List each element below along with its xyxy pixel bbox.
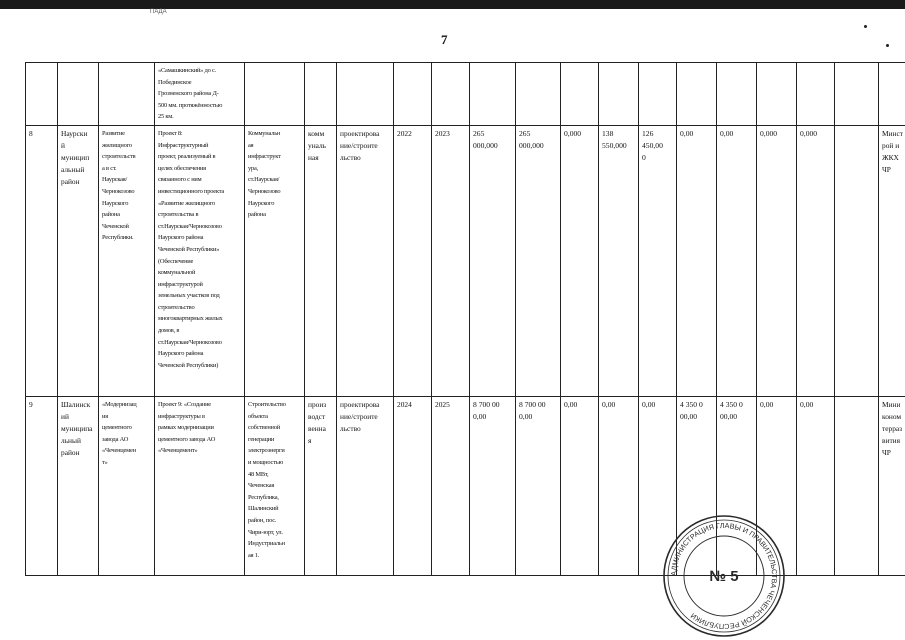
stamp-ring-text: АДМИНИСТРАЦИЯ ГЛАВЫ И ПРАВИТЕЛЬСТВА ЧЕЧЕНСКОЙ РЕСПУБЛИКИ bbox=[668, 520, 780, 632]
object-cell bbox=[245, 63, 305, 126]
amount-cell: 265 000,000 bbox=[470, 125, 516, 396]
amount-cell: 0,000 bbox=[757, 125, 797, 396]
amount-cell: 126 450,00 0 bbox=[639, 125, 677, 396]
amount-cell bbox=[639, 63, 677, 126]
scan-speck bbox=[864, 25, 867, 28]
investment-project-cell: Развитие жилищного строительств а в ст. Наурская/ Чернокозово Наурского района Чеченской Республики. bbox=[99, 125, 155, 396]
row-number-cell: 9 bbox=[26, 396, 58, 575]
amount-cell: 0,00 bbox=[757, 396, 797, 575]
infrastructure-project-cell: Проект 9: «Создание инфраструктуры в рамках модернизации цементного завода АО «Чеченцемент» bbox=[155, 396, 245, 575]
amount-cell: 0,000 bbox=[797, 125, 835, 396]
object-cell: Строительство объекта собственной генерации электроэнерги и мощностью 48 МВт, Чеченская Республика, Шалинский район, пос. Чири-юрт, ул. Индустриальн ая 1. bbox=[245, 396, 305, 575]
scan-scrap-text: ПАДА bbox=[150, 9, 167, 15]
work-type-cell: проектирова ние/строите льство bbox=[337, 396, 394, 575]
municipality-cell: Шалинск ий муниципа льный район bbox=[58, 396, 99, 575]
amount-cell bbox=[797, 63, 835, 126]
infrastructure-type-cell bbox=[305, 63, 337, 126]
work-type-cell bbox=[337, 63, 394, 126]
empty-cell bbox=[835, 63, 879, 126]
investment-project-cell bbox=[99, 63, 155, 126]
end-year-cell: 2025 bbox=[432, 396, 470, 575]
amount-cell: 0,00 bbox=[639, 396, 677, 575]
row-number-cell bbox=[26, 63, 58, 126]
municipality-cell bbox=[58, 63, 99, 126]
amount-cell bbox=[516, 63, 561, 126]
scan-speck bbox=[886, 44, 889, 47]
amount-cell: 0,00 bbox=[717, 125, 757, 396]
amount-cell: 8 700 00 0,00 bbox=[516, 396, 561, 575]
infrastructure-project-cell: Проект 8: Инфраструктурный проект, реализуемый в целях обеспечения связанного с ним инвестиционного проекта «Развитие жилищного строительства в ст.Наурская/Чернокозово Наурского района Чеченской Республики» (Обеспечение коммунальной инфраструктурой земельных участков под строительство многоквартирных жилых домов, в ст.Наурская/Чернокозово Наурского района Чеченской Республики) bbox=[155, 125, 245, 396]
infrastructure-type-cell: произ водст венна я bbox=[305, 396, 337, 575]
end-year-cell bbox=[432, 63, 470, 126]
amount-cell: 0,00 bbox=[797, 396, 835, 575]
start-year-cell: 2022 bbox=[394, 125, 432, 396]
amount-cell: 0,00 bbox=[677, 125, 717, 396]
row-number-cell: 8 bbox=[26, 125, 58, 396]
stamp-number: № 5 bbox=[709, 568, 739, 585]
start-year-cell: 2024 bbox=[394, 396, 432, 575]
end-year-cell: 2023 bbox=[432, 125, 470, 396]
table-row bbox=[26, 125, 905, 396]
amount-cell bbox=[599, 63, 639, 126]
amount-cell: 138 550,000 bbox=[599, 125, 639, 396]
scan-top-border bbox=[0, 0, 905, 9]
amount-cell bbox=[677, 63, 717, 126]
municipality-cell: Наурски й муницип альный район bbox=[58, 125, 99, 396]
infrastructure-type-cell: комм уналь ная bbox=[305, 125, 337, 396]
amount-cell: 4 350 0 00,00 bbox=[717, 396, 757, 575]
page-number: 7 bbox=[441, 32, 448, 47]
infrastructure-project-cell: «Самашкинский» до с. Побединское Грозненского района Д- 500 мм. протяжённостью 25 км. bbox=[155, 63, 245, 126]
amount-cell bbox=[561, 63, 599, 126]
amount-cell: 8 700 00 0,00 bbox=[470, 396, 516, 575]
amount-cell: 0,00 bbox=[561, 396, 599, 575]
empty-cell bbox=[835, 396, 879, 575]
table-row bbox=[26, 63, 905, 126]
investment-projects-table bbox=[25, 62, 905, 576]
object-cell: Коммунальн ая инфраструкт ура, ст.Наурская/ Чернокозово Наурского района bbox=[245, 125, 305, 396]
amount-cell bbox=[717, 63, 757, 126]
amount-cell: 265 000,000 bbox=[516, 125, 561, 396]
investment-project-cell: «Модернизац ия цементного завода АО «Чеченцемен т» bbox=[99, 396, 155, 575]
amount-cell bbox=[757, 63, 797, 126]
start-year-cell bbox=[394, 63, 432, 126]
amount-cell bbox=[470, 63, 516, 126]
responsible-cell: Мини коном терраз вития ЧР bbox=[879, 396, 905, 575]
amount-cell: 0,00 bbox=[599, 396, 639, 575]
amount-cell: 0,000 bbox=[561, 125, 599, 396]
work-type-cell: проектирова ние/строите льство bbox=[337, 125, 394, 396]
amount-cell: 4 350 0 00,00 bbox=[677, 396, 717, 575]
official-stamp-seal bbox=[662, 514, 786, 638]
responsible-cell: Минст рой и ЖКХ ЧР bbox=[879, 125, 905, 396]
empty-cell bbox=[835, 125, 879, 396]
responsible-cell bbox=[879, 63, 905, 126]
